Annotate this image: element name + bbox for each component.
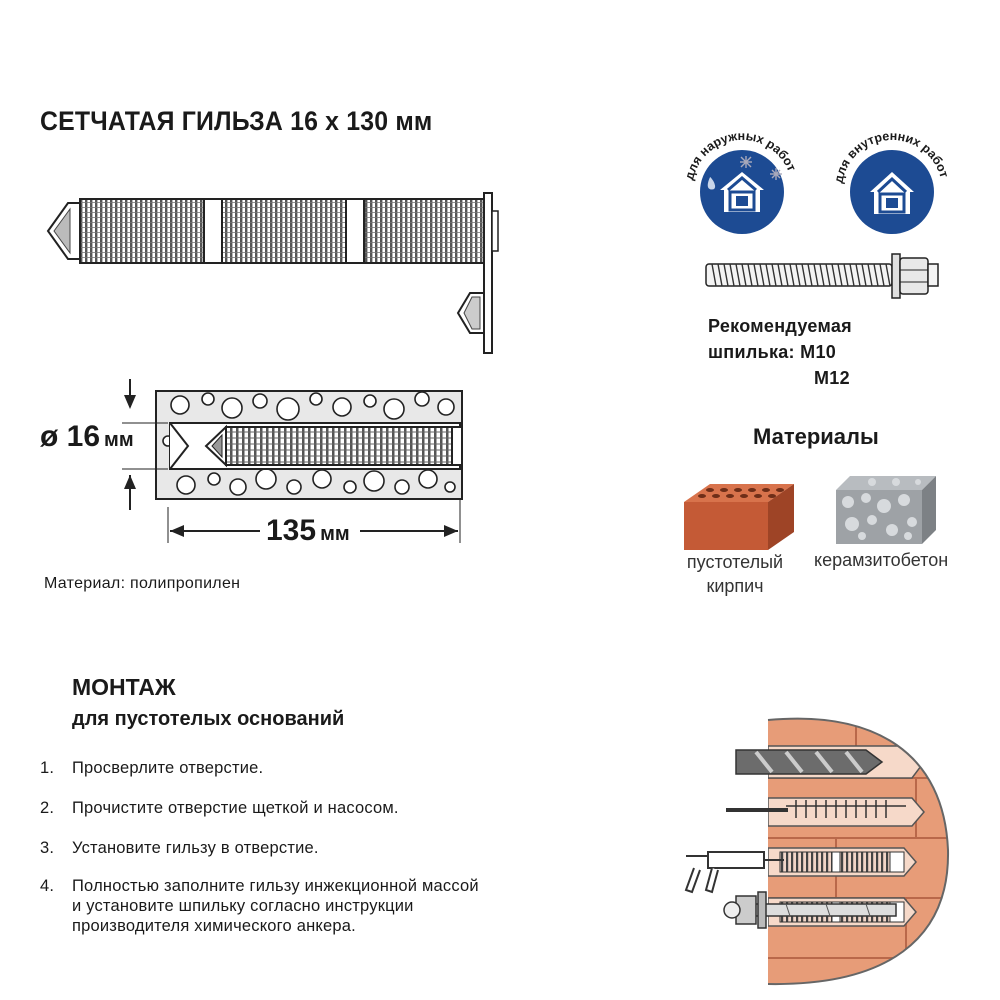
step-text: Установите гильзу в отверстие. — [72, 839, 319, 857]
material-note: Материал: полипропилен — [44, 575, 241, 592]
recommended-line3: M12 — [814, 368, 850, 388]
list-item — [40, 798, 480, 818]
step-text: Полностью заполните гильзу инжекционной массой и установите шпильку согласно инструкции производителя химического анкера. — [72, 877, 479, 935]
expanded-clay-block-icon — [832, 472, 942, 548]
step-text: Просверлите отверстие. — [72, 759, 264, 777]
diameter-label — [40, 420, 134, 454]
list-item — [40, 758, 480, 778]
list-item — [40, 876, 480, 936]
hollow-brick-icon — [680, 476, 800, 556]
montage-title: МОНТАЖ — [72, 674, 176, 700]
indoor-icon-text: для внутренних работ — [831, 128, 952, 185]
recommended-rod — [708, 313, 852, 391]
materials-heading: Материалы — [753, 424, 879, 449]
recommended-line1: Рекомендуемая — [708, 316, 852, 336]
montage-subtitle: для пустотелых оснований — [72, 708, 345, 730]
outdoor-work-icon — [676, 120, 806, 250]
step-number: 2. — [40, 799, 55, 817]
threaded-rod-icon — [702, 250, 942, 302]
diameter-value: ø 16 — [40, 420, 101, 453]
diameter-unit: мм — [104, 429, 134, 451]
length-value: 135 — [266, 514, 317, 547]
step-number: 3. — [40, 839, 55, 857]
length-label — [266, 514, 350, 548]
material-clay-label: керамзитобетон — [814, 550, 949, 570]
mesh-sleeve-drawing — [40, 185, 500, 360]
montage-steps — [40, 758, 480, 956]
length-unit: мм — [320, 523, 350, 545]
list-item — [40, 838, 480, 858]
installation-illustration — [676, 714, 956, 990]
outdoor-icon-text: для наружных работ — [682, 128, 799, 182]
recommended-line2: шпилька: M10 — [708, 342, 837, 362]
step-number: 4. — [40, 877, 55, 895]
page-title: СЕТЧАТАЯ ГИЛЬЗА 16 x 130 мм — [40, 106, 433, 136]
step-number: 1. — [40, 759, 55, 777]
indoor-work-icon — [828, 120, 958, 250]
step-text: Прочистите отверстие щеткой и насосом. — [72, 799, 399, 817]
material-brick-label: пустотелый кирпич — [686, 552, 784, 596]
